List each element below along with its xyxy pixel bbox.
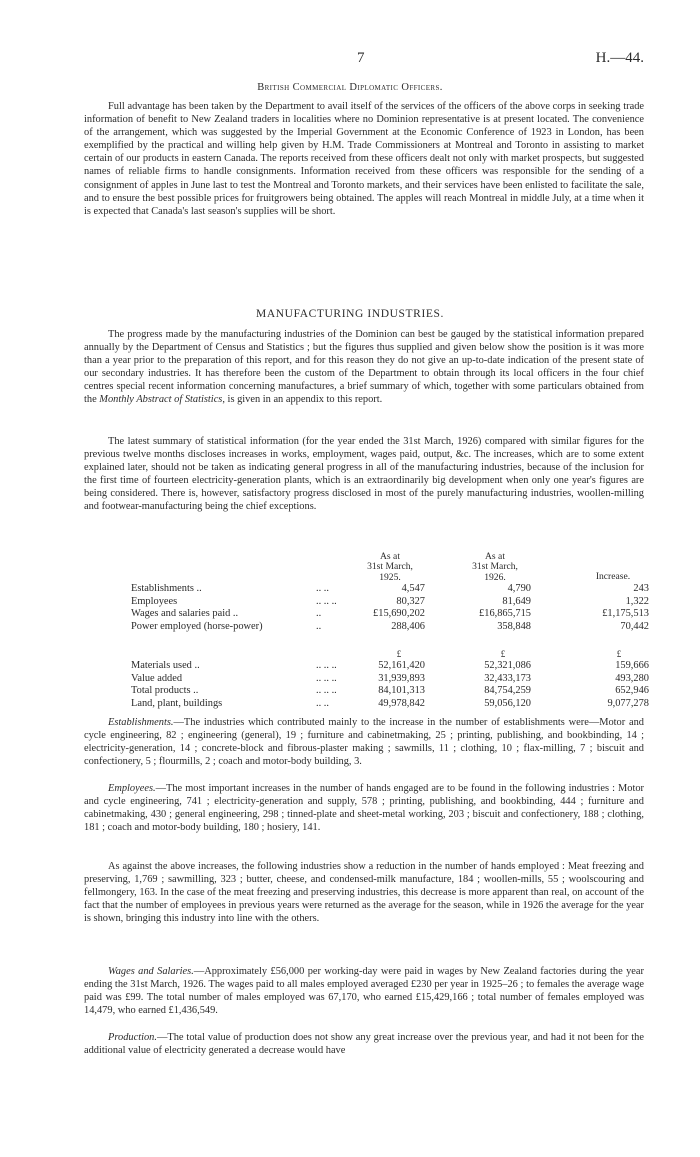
cell-increase: 9,077,278 <box>607 697 649 709</box>
cell-1926: 52,321,086 <box>484 660 531 671</box>
cell-increase: 493,280 <box>615 672 649 684</box>
leader-dots: .. <box>316 608 322 620</box>
leader-dots: .. <box>316 620 322 632</box>
currency-symbol: £ <box>500 649 506 659</box>
cell-1926: £16,865,715 <box>479 608 531 620</box>
paragraph-establishments <box>84 716 644 768</box>
row-label: Employees <box>131 595 178 607</box>
cell-1925: 80,327 <box>396 595 425 607</box>
paragraph-lead: Production. <box>108 1032 157 1043</box>
cell-1926: 59,056,120 <box>484 697 531 709</box>
cell-increase: 652,946 <box>615 685 649 697</box>
row-label: Wages and salaries paid .. <box>131 608 239 620</box>
table-row <box>131 621 651 634</box>
publication-title: Monthly Abstract of Statistics <box>99 394 223 406</box>
document-reference: H.—44. <box>595 50 644 66</box>
cell-increase: £1,175,513 <box>602 608 649 620</box>
section-heading-manufacturing: MANUFACTURING INDUSTRIES. <box>256 308 444 320</box>
paragraph-employees <box>84 782 644 834</box>
section-heading-commercial-officers: British Commercial Diplomatic Officers. <box>257 82 443 93</box>
paragraph-manufacturing-progress <box>84 328 644 407</box>
cell-1926: 358,848 <box>497 620 531 632</box>
cell-increase: 70,442 <box>620 620 649 632</box>
leader-dots: .. .. <box>316 697 329 709</box>
table-row <box>131 698 651 711</box>
currency-symbol: £ <box>616 649 622 659</box>
table-row <box>131 685 651 698</box>
cell-increase: 1,322 <box>625 595 649 607</box>
paragraph-reductions: As against the above increases, the following industries show a reduction in the number of hands employed : Meat freezing and preserving, 1,769 ; sawmilling, 323 ; butter, cheese, and condensed-milk manufacture, 184 ; woollen-mills, 55 ; woolscouring and fellmongery, 163. In the case of the meat freezing and preserving industries, this decrease is more apparent than real, on account of the fact that the number of employees in previous years were returned as the average for the season, while in 1926 the average for the year is shown, bringing this industry into line with the others. <box>84 861 644 925</box>
leader-dots: .. .. .. <box>316 685 337 697</box>
cell-1925: 288,406 <box>391 620 425 632</box>
paragraph-production <box>84 1031 644 1057</box>
table-row <box>131 608 651 621</box>
cell-1925: 52,161,420 <box>378 660 425 671</box>
cell-1925: £15,690,202 <box>373 608 425 620</box>
paragraph-text: , is given in an appendix to this report. <box>222 394 383 406</box>
table-row <box>131 660 651 673</box>
column-header-increase: Increase. <box>595 571 631 582</box>
cell-1926: 81,649 <box>502 595 531 607</box>
paragraph-lead: Employees. <box>108 783 156 794</box>
paragraph-lead: Wages and Salaries. <box>108 966 194 977</box>
table-row <box>131 596 651 609</box>
cell-increase: 243 <box>633 583 649 594</box>
row-label: Power employed (horse-power) <box>131 620 263 632</box>
row-label: Total products .. <box>131 685 199 697</box>
cell-1926: 4,790 <box>507 583 531 594</box>
table-group-a <box>131 583 651 633</box>
row-label: Value added <box>131 672 183 684</box>
row-label: Materials used .. <box>131 660 200 671</box>
leader-dots: .. .. .. <box>316 595 337 607</box>
cell-1925: 4,547 <box>401 583 425 594</box>
paragraph-text: —The total value of production does not show any great increase over the previous year, and had it not been for the additional value of electricity generated a decrease would have <box>84 1032 644 1057</box>
paragraph-text: The progress made by the manufacturing industries of the Dominion can best be gauged by the statistical information prepared annually by the Department of Census and Statistics ; but the figures thus supplied and given below show the position is it was more than a year prior to the preparation of this report, and for this reason they do not give an up-to-date indication of the present state of our secondary industries. It has therefore been the custom of the Department to obtain through its local officers in the four chief centres special recent information concerning manufactures, a brief summary of which, together with some particulars obtained from the <box>84 329 644 406</box>
paragraph-statistical-summary: The latest summary of statistical information (for the year ended the 31st March, 1926) compared with similar figures for the previous twelve months discloses increases in works, employment, wages paid, output, &c. The increases, which are to some extent explained later, should not be taken as indicating general progress in all of the manufacturing industries, because of the inclusion for the first time of fourteen electricity-generation plants, which is an extraordinarily big development when only one year's figures are being considered. There is, however, satisfactory progress disclosed in most of the purely manufacturing industries, woollen-milling and footwear-manufacturing being the chief exceptions. <box>84 436 644 513</box>
cell-1925: 49,978,842 <box>378 697 425 709</box>
column-header-1925: As at 31st March, 1925. <box>367 551 413 583</box>
cell-1926: 32,433,173 <box>484 672 531 684</box>
currency-symbol: £ <box>396 649 402 659</box>
cell-1926: 84,754,259 <box>484 685 531 697</box>
table-row <box>131 583 651 596</box>
row-label: Establishments .. <box>131 583 202 594</box>
paragraph-lead: Establishments. <box>108 717 174 728</box>
column-header-1926: As at 31st March, 1926. <box>472 551 518 583</box>
paragraph-wages <box>84 965 644 1017</box>
cell-1925: 31,939,893 <box>378 672 425 684</box>
page-number: 7 <box>357 50 365 66</box>
paragraph-text: —Approximately £56,000 per working-day were paid in wages by New Zealand factories during the year ending the 31st March, 1926. The wages paid to all males employed averaged £230 per year in 1925–26 ; to females the average wage paid was £99. The total number of males employed was 67,170, who earned £15,429,166 ; total number of females employed was 14,479, who earned £1,436,549. <box>84 966 644 1017</box>
table-row <box>131 673 651 686</box>
paragraph-text: —The most important increases in the number of hands engaged are to be found in the following industries : Motor and cycle engineering, 741 ; electricity-generation and supply, 578 ; printing, publishing, and bookbinding, 444 ; furniture and cabinetmaking, 430 ; general engineering, 298 ; tinned-plate and sheet-metal working, 203 ; biscuit and confectionery, 188 ; clothing, 181 ; coach and motor-body building, 180 ; hosiery, 141. <box>84 783 644 834</box>
cell-1925: 84,101,313 <box>378 685 425 697</box>
row-label: Land, plant, buildings <box>131 697 223 709</box>
table-group-b <box>131 660 651 710</box>
leader-dots: .. .. <box>316 583 329 594</box>
paragraph-commercial-officers: Full advantage has been taken by the Department to avail itself of the services of the officers of the above corps in seeking trade information of benefit to New Zealand traders in localities where no Dominion representative is at present located. The convenience of the arrangement, which was suggested by the Imperial Government at the Economic Conference of 1923 in London, has been exemplified by the practical and willing help given by H.M. Trade Commissioners at Montreal and Toronto in assisting to market certain of our products in eastern Canada. The reports received from these officers dealt not only with market prospects, but suggested names of reliable firms to handle consignments. Information received from these officers was responsible for the sending of a consignment of apples in June last to test the Montreal and Toronto markets, and their services have been enlisted to facilitate the sale, and to ensure the best possible prices for fruitgrowers being obtained. The apples will reach Montreal in middle July, at a time when it is expected that Canada's last season's supplies will be short. <box>84 101 644 217</box>
cell-increase: 159,666 <box>615 660 649 671</box>
paragraph-text: —The industries which contributed mainly to the increase in the number of establishments were—Motor and cycle engineering, 82 ; engineering (general), 19 ; furniture and cabinetmaking, 25 ; printing, publishing, and bookbinding, 14 ; electricity-generation, 14 ; concrete-block and fibrous-plaster making ; sawmills, 11 ; clothing, 10 ; flax-milling, 7 ; biscuit and confectionery, 5 ; flourmills, 2 ; coach and motor-body building, 3. <box>84 717 644 768</box>
leader-dots: .. .. .. <box>316 660 337 671</box>
leader-dots: .. .. .. <box>316 672 337 684</box>
